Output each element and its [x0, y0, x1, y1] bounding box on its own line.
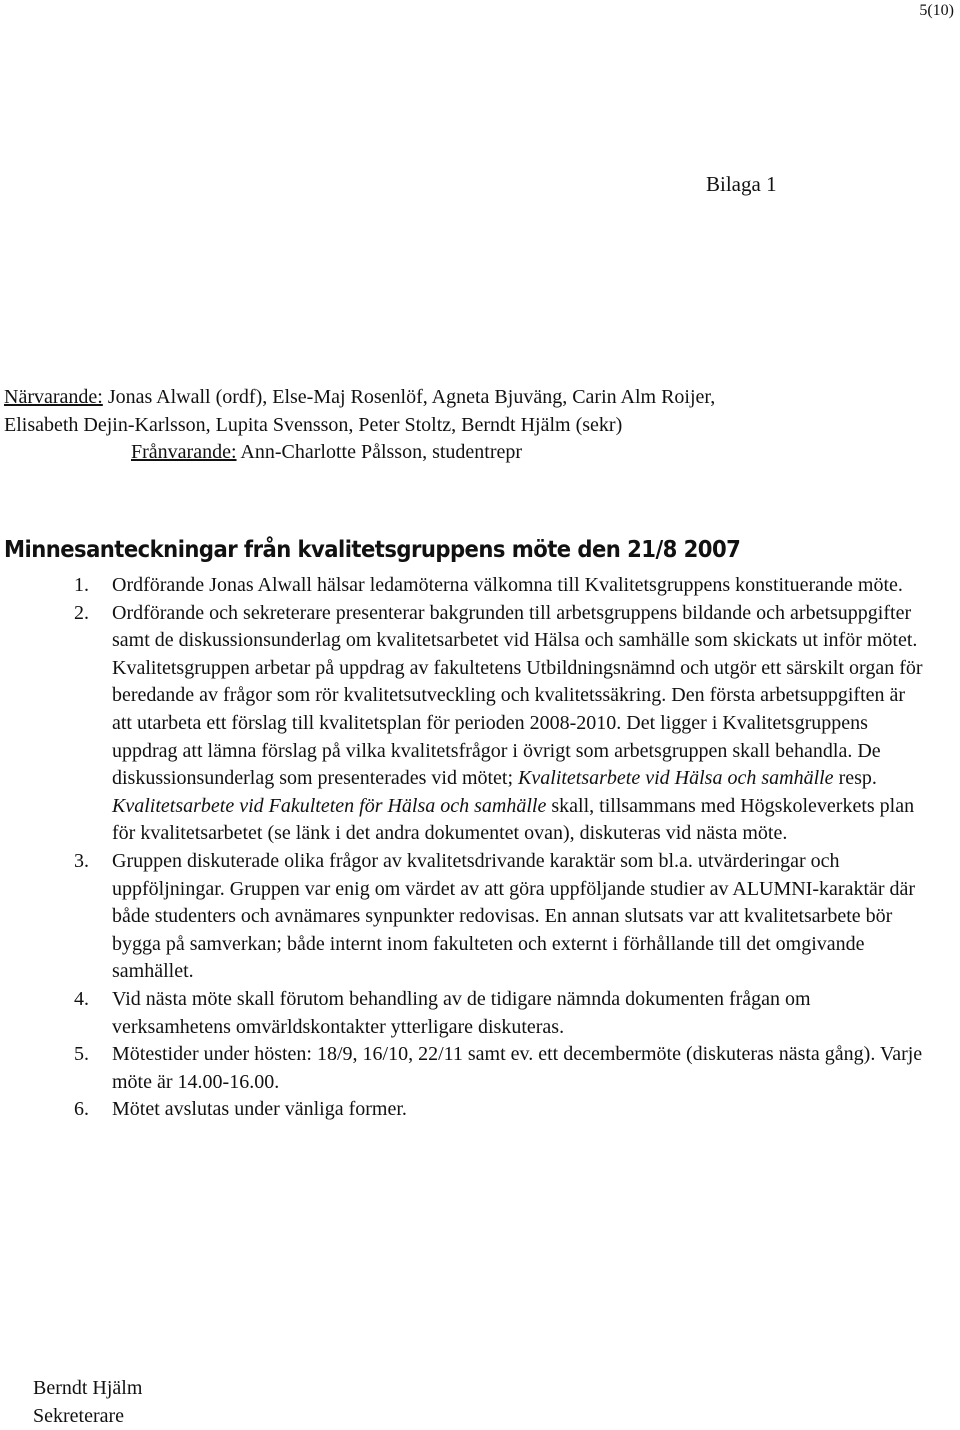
agenda-item [0, 1041, 960, 1096]
agenda-item [0, 848, 960, 986]
item-text: Gruppen diskuterade olika frågor av kvalitetsdrivande karaktär som bl.a. utvärderingar och uppföljningar. Gruppen var enig om värdet av att göra uppföljande studier av ALUMNI-karaktär där både studenters och avnämares synpunkter redovisas. En annan slutsats var att kvalitetsarbete bör bygga på samverkan; både internt inom fakulteten och externt i förhållande till det omgivande samhället. [112, 849, 916, 983]
item-text: Ordförande Jonas Alwall hälsar ledamöterna välkomna till Kvalitetsgruppens konstituerande möte. [112, 574, 903, 596]
attendance-block [4, 384, 954, 467]
item-text: Vid nästa möte skall förutom behandling av de tidigare nämnda dokumenten frågan om verksamhetens omvärldskontakter ytterligare diskuteras. [112, 987, 811, 1038]
page-number: 5(10) [919, 2, 954, 19]
signature-name: Berndt Hjälm [33, 1377, 143, 1399]
item-number: 6. [74, 1098, 89, 1121]
absent-label: Frånvarande: [131, 441, 237, 463]
item-text: Ordförande och sekreterare presenterar bakgrunden till arbetsgruppens bildande och arbetsuppgifter samt de diskussionsunderlag om kvalitetsarbetet vid Hälsa och samhälle som skickats ut inför mötet. Kvalitetsgruppen arbetar på uppdrag av fakultetens Utbildningsnämnd och utgör ett särskilt organ för beredande av frågor som rör kvalitetsutveckling och kvalitetssäkring. Den första arbetsuppgiften är att utarbeta ett förslag till kvalitetsplan för perioden 2008-2010. Det ligger i Kvalitetsgruppens uppdrag att lämna förslag på vilka kvalitetsfrågor i övrigt som arbetsgruppen skall behandla. De diskussionsunderlag som presenterades vid mötet; [112, 601, 923, 790]
item-number: 4. [74, 987, 89, 1010]
agenda-item [0, 600, 960, 848]
agenda-item [0, 572, 960, 600]
present-names-1: Jonas Alwall (ordf), Else-Maj Rosenlöf, Agneta Bjuväng, Carin Alm Roijer, [102, 386, 716, 408]
agenda-item [0, 986, 960, 1041]
document-title: Kvalitetsarbete vid Fakulteten för Hälsa och samhälle [112, 794, 547, 817]
item-text: Mötet avslutas under vänliga former. [112, 1098, 407, 1121]
item-number: 1. [74, 574, 89, 596]
item-text: resp. [833, 767, 877, 790]
agenda-item [0, 1096, 960, 1124]
absent-names: Ann-Charlotte Pålsson, studentrepr [236, 441, 523, 463]
document-title: Kvalitetsarbete vid Hälsa och samhälle [518, 767, 834, 790]
item-number: 5. [74, 1043, 89, 1066]
item-number: 2. [74, 601, 89, 624]
signature-title: Sekreterare [33, 1405, 125, 1427]
present-line-1 [4, 384, 954, 412]
item-text: Mötestider under hösten: 18/9, 16/10, 22/11 samt ev. ett decembermöte (diskuteras nästa gång). Varje möte är 14.00-16.00. [112, 1043, 923, 1093]
present-label: Närvarande: [4, 386, 103, 408]
signature-block [33, 1374, 142, 1430]
item-text: skall, tillsammans med Högskoleverkets plan för kvalitetsarbetet (se länk i det andra dokumentet ovan), diskuteras vid nästa möte. [112, 794, 915, 845]
absent-line [4, 439, 954, 467]
present-names-2: Elisabeth Dejin-Karlsson, Lupita Svensson, Peter Stoltz, Berndt Hjälm (sekr) [4, 413, 623, 436]
item-number: 3. [74, 849, 89, 872]
agenda-list [0, 572, 960, 1124]
appendix-label: Bilaga 1 [706, 172, 777, 196]
meeting-heading: Minnesanteckningar från kvalitetsgruppens möte den 21/8 2007 [4, 537, 741, 563]
